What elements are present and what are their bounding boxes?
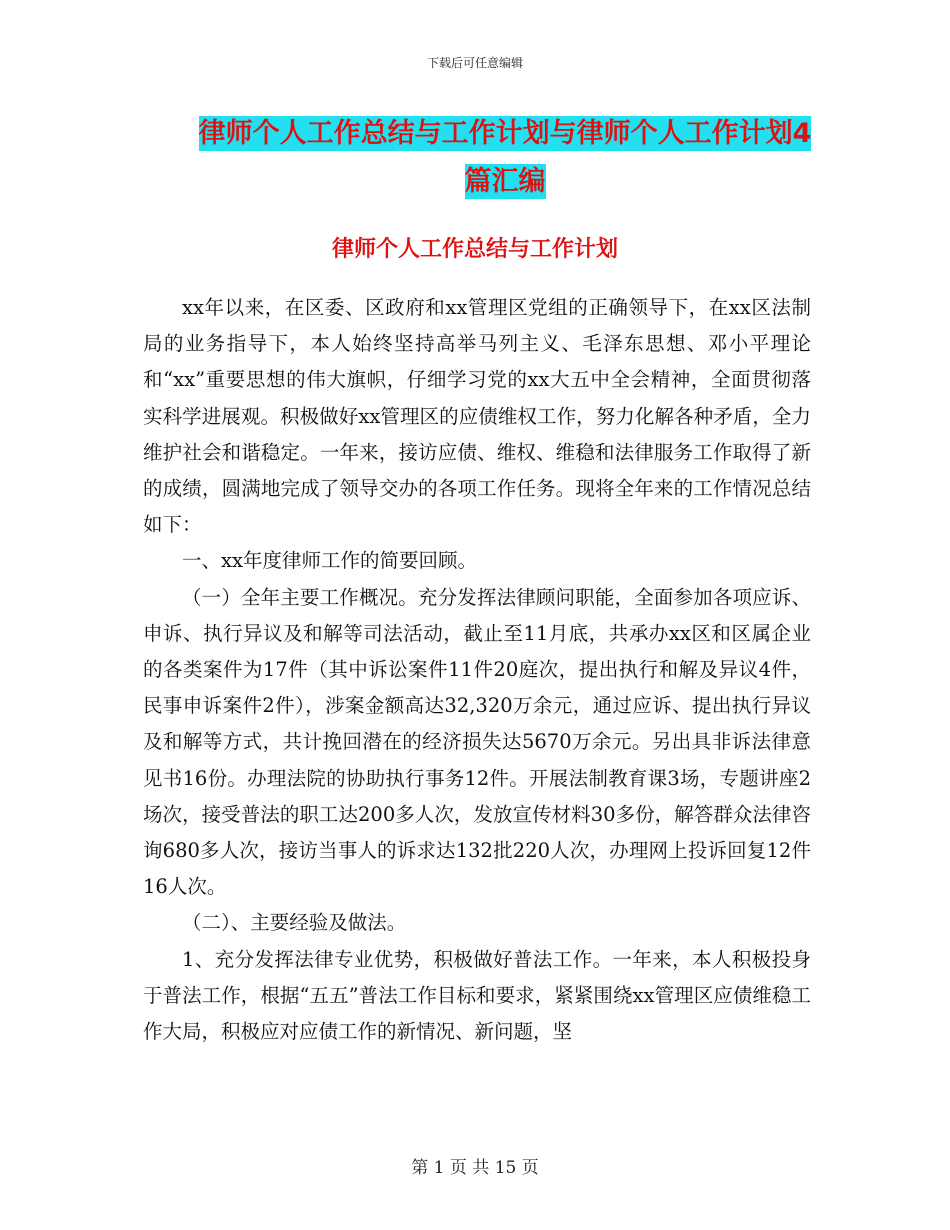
section-heading: 律师个人工作总结与工作计划 <box>331 237 618 262</box>
page-number: 第 1 页 共 15 页 <box>411 1158 539 1178</box>
document-title-line-1: 律师个人工作总结与工作计划与律师个人工作计划4 <box>198 118 812 149</box>
document-title-line-2: 篇汇编 <box>464 166 546 197</box>
paragraph-legal-education: 1、充分发挥法律专业优势，积极做好普法工作。一年来，本人积极投身于普法工作，根据“五五”普法工作目标和要求，紧紧围绕xx管理区应债维稳工作大局，积极应对应债工作的新情况、新问题，坚 <box>143 947 811 1044</box>
paragraph-heading-experience: （二）、主要经验及做法。 <box>182 911 407 935</box>
paragraph-work-overview: （一）全年主要工作概况。充分发挥法律顾问职能，全面参加各项应诉、申诉、执行异议及和解等司法活动，截止至11月底，共承办xx区和区属企业的各类案件为17件（其中诉讼案件11件20庭次，提出执行和解及异议4件，民事申诉案件2件），涉案金额高达32,320万余元，通过应诉、提出执行异议及和解等方式，共计挽回潜在的经济损失达5670万余元。另出具非诉法律意见书16份。办理法院的协助执行事务12件。开展法制教育课3场，专题讲座2场次，接受普法的职工达200多人次，发放宣传材料30多份，解答群众法律咨询680多人次，接访当事人的诉求达132批220人次，办理网上投诉回复12件16人次。 <box>143 585 811 899</box>
paragraph-intro: xx年以来，在区委、区政府和xx管理区党组的正确领导下，在xx区法制局的业务指导下，本人始终坚持高举马列主义、毛泽东思想、邓小平理论和“xx”重要思想的伟大旗帜，仔细学习党的xx大五中全会精神，全面贯彻落实科学进展观。积极做好xx管理区的应债维权工作，努力化解各种矛盾，全力维护社会和谐稳定。一年来，接访应债、维权、维稳和法律服务工作取得了新的成绩，圆满地完成了领导交办的各项工作任务。现将全年来的工作情况总结如下： <box>143 296 811 537</box>
page-header-note: 下载后可任意编辑 <box>426 56 523 70</box>
document-title <box>195 110 815 206</box>
paragraph-heading-review: 一、xx年度律师工作的简要回顾。 <box>182 549 477 573</box>
document-body <box>143 290 811 1050</box>
